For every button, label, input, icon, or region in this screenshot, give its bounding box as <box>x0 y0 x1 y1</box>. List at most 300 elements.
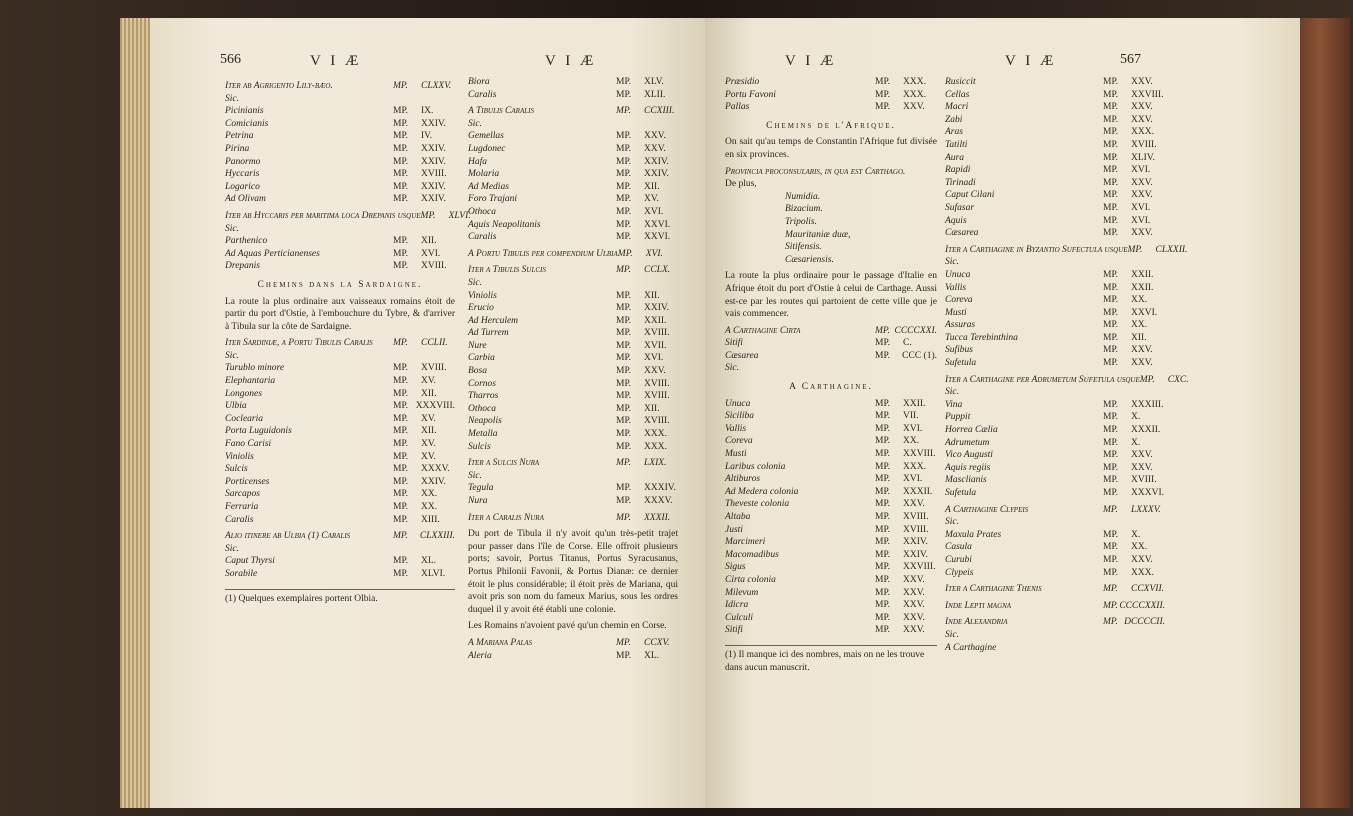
itinerary-row <box>725 511 937 524</box>
itinerary-row <box>468 403 678 416</box>
itinerary-row <box>468 495 678 508</box>
total-value: CCCCXXII. <box>1119 600 1165 611</box>
itinerary-row <box>945 282 1165 295</box>
section-title: Iter a Carthagine in Byzantio Sufectula usque <box>945 244 1128 255</box>
mp-abbrev: MP. <box>875 77 891 87</box>
distance-value: XXIV. <box>421 143 446 154</box>
place-name: Musti <box>725 449 747 460</box>
section-heading <box>225 337 455 350</box>
itinerary-row <box>945 462 1165 475</box>
distance <box>1103 541 1165 554</box>
itinerary-row <box>225 181 455 194</box>
distance-value: XII. <box>421 426 437 437</box>
place-name: Macri <box>945 102 969 113</box>
place-name: Horrea Cælia <box>945 425 998 436</box>
mp-abbrev: MP. <box>1103 488 1119 498</box>
itinerary-row <box>468 219 678 232</box>
itinerary-row <box>468 428 678 441</box>
itinerary-row <box>468 352 678 365</box>
distance-value: XXV. <box>903 587 925 598</box>
paragraph: On sait qu'au temps de Constantin l'Afrique fut divisée en six provinces. <box>725 137 937 160</box>
mp-abbrev: MP. <box>616 637 631 648</box>
distance-value: XV. <box>421 413 436 424</box>
mp-abbrev: MP. <box>1103 529 1119 540</box>
itinerary-row <box>945 424 1165 437</box>
mp-abbrev: MP. <box>1103 332 1119 343</box>
itinerary-row <box>725 536 937 549</box>
itinerary-row <box>945 529 1165 542</box>
mp-abbrev: MP. <box>1103 114 1119 125</box>
place-name: Tharros <box>468 391 499 402</box>
place-name: Sulcis <box>225 464 248 475</box>
distance-value: XVI. <box>644 206 664 217</box>
distance <box>1103 76 1165 89</box>
mp-abbrev: MP. <box>616 403 632 414</box>
distance <box>393 388 455 401</box>
mp-abbrev: MP. <box>616 206 632 217</box>
mp-abbrev: MP. <box>616 181 632 192</box>
mp-abbrev: MP. <box>1103 202 1119 213</box>
mp-abbrev: MP. <box>616 429 632 440</box>
place-name: Aquis regiis <box>945 462 991 473</box>
place-name: Rusiccit <box>945 77 976 87</box>
section-title: Iter a Caralis Nura <box>468 512 544 523</box>
distance <box>616 219 678 232</box>
itinerary-row <box>468 290 678 303</box>
distance-value: XII. <box>1131 332 1147 343</box>
distance <box>393 193 455 206</box>
distance-value: XVI. <box>1131 165 1151 176</box>
distance <box>1103 202 1165 215</box>
place-name: Vina <box>945 399 963 410</box>
distance <box>1103 101 1165 114</box>
distance-value: XVI. <box>903 423 923 434</box>
distance <box>1103 554 1165 567</box>
place-name: Caralis <box>468 232 497 243</box>
mp-abbrev: MP. <box>1103 152 1119 163</box>
total-value: DCCCCII. <box>1124 617 1165 628</box>
distance <box>393 413 455 426</box>
distance-value: XXV. <box>903 625 925 636</box>
section-title: Iter ab Hyccaris per maritima loca Drepanis usque <box>225 210 421 221</box>
itinerary-row <box>225 514 455 527</box>
distance-value: XXV. <box>903 574 925 585</box>
mp-abbrev: MP. <box>616 219 632 230</box>
distance-value: XXXII. <box>1131 425 1161 436</box>
distance-value: XXX. <box>644 441 667 452</box>
section-title: Alio itinere ab Ulbia (1) Caralis <box>225 531 351 542</box>
place-name: Panormo <box>225 156 261 167</box>
mp-abbrev: MP. <box>875 574 891 585</box>
distance <box>393 451 455 464</box>
mp-abbrev: MP. <box>1103 295 1119 306</box>
column-1 <box>225 76 471 605</box>
place-name: Porta Luguidonis <box>225 426 292 437</box>
place-name: Drepanis <box>225 261 261 272</box>
itinerary-row <box>945 629 1165 642</box>
distance <box>1103 319 1165 332</box>
place-name: Sic. <box>725 363 739 374</box>
distance-value: XXIV. <box>421 194 446 205</box>
total-value: CLXXV. <box>421 81 452 91</box>
distance <box>616 143 678 156</box>
distance <box>616 206 678 219</box>
itinerary-row <box>225 248 455 261</box>
distance-value: XVIII. <box>1131 139 1157 150</box>
itinerary-row <box>468 378 678 391</box>
place-name: Nure <box>468 340 487 351</box>
mp-abbrev: MP. <box>1103 504 1118 515</box>
section-heading <box>225 210 471 223</box>
mp-abbrev: MP. <box>1139 374 1155 385</box>
section-total <box>1127 244 1189 257</box>
mp-abbrev: MP. <box>875 612 891 623</box>
itinerary-row <box>945 474 1165 487</box>
distance-value: XXII. <box>1131 282 1154 293</box>
subsection-heading: A Carthagine. <box>789 382 873 393</box>
section-heading <box>468 264 678 277</box>
place-name: Coclearia <box>225 413 263 424</box>
itinerary-row <box>945 177 1165 190</box>
itinerary-row <box>468 302 678 315</box>
distance <box>616 470 678 483</box>
distance-value: XXII. <box>644 315 667 326</box>
itinerary-row <box>945 101 1165 114</box>
mp-abbrev: MP. <box>393 118 409 129</box>
distance <box>393 350 455 363</box>
distance-value: XXIV. <box>644 156 669 167</box>
place-name: Logarico <box>225 181 260 192</box>
distance <box>875 423 937 436</box>
distance-value: XVIII. <box>421 363 447 374</box>
distance <box>616 231 678 244</box>
itinerary-row <box>725 448 937 461</box>
section-heading <box>468 512 678 525</box>
total-value: CCCCXXI. <box>894 325 937 336</box>
place-name: Rapidi <box>945 165 971 176</box>
distance-value: XXV. <box>903 499 925 510</box>
distance-value: XXVI. <box>644 219 671 230</box>
distance-value: XXX. <box>903 461 926 472</box>
distance <box>393 260 455 273</box>
itinerary-row <box>225 350 455 363</box>
mp-abbrev: MP. <box>393 131 409 142</box>
place-name: Sorabile <box>225 568 258 579</box>
total-value: XLVI. <box>448 210 471 221</box>
place-name: Aras <box>945 127 963 138</box>
distance <box>616 365 678 378</box>
mp-abbrev: MP. <box>393 489 409 500</box>
total-value: XVI. <box>645 248 663 259</box>
itinerary-row <box>945 411 1165 424</box>
distance <box>875 587 937 600</box>
distance <box>875 76 937 89</box>
section-title: A Carthagine Clypeis <box>945 504 1029 515</box>
distance <box>616 352 678 365</box>
place-name: Othoca <box>468 403 496 414</box>
distance <box>616 118 678 131</box>
mp-abbrev: MP. <box>875 350 891 361</box>
itinerary-row <box>225 425 455 438</box>
place-name: Sic. <box>945 257 959 268</box>
place-name: Picinianis <box>225 106 264 117</box>
itinerary-row <box>725 486 937 499</box>
distance-value: XVIII. <box>903 512 929 522</box>
distance-value: XXVIII. <box>1131 89 1164 100</box>
distance-value: XXXV. <box>421 464 450 475</box>
distance-value: CCC (1). <box>902 350 937 361</box>
distance-value: XV. <box>644 194 659 205</box>
mp-abbrev: MP. <box>393 439 409 450</box>
itinerary-row <box>225 543 455 556</box>
distance <box>1103 215 1165 228</box>
distance-value: XXII. <box>903 398 926 409</box>
place-name: Sufibus <box>945 345 973 356</box>
place-name: Ad Medera colonia <box>725 486 799 497</box>
place-name: Hyccaris <box>225 169 260 180</box>
section-heading <box>945 374 1189 387</box>
distance <box>616 482 678 495</box>
mp-abbrev: MP. <box>1103 345 1119 356</box>
place-name: Longones <box>225 388 262 399</box>
mp-abbrev: MP. <box>393 181 409 192</box>
distance <box>1103 89 1165 102</box>
distance <box>616 390 678 403</box>
place-name: Sic. <box>225 350 239 361</box>
distance-value: XVIII. <box>903 524 929 535</box>
distance-value: XXIV. <box>421 181 446 192</box>
mp-abbrev: MP. <box>1103 269 1119 280</box>
itinerary-row <box>725 362 937 375</box>
itinerary-row <box>725 612 937 625</box>
itinerary-row <box>225 260 455 273</box>
distance <box>1103 386 1165 399</box>
itinerary-row <box>725 398 937 411</box>
mp-abbrev: MP. <box>393 568 409 579</box>
distance <box>875 448 937 461</box>
distance <box>616 302 678 315</box>
distance <box>1103 462 1165 475</box>
distance-value: XX. <box>421 489 438 500</box>
place-name: Sufetula <box>945 358 977 369</box>
itinerary-row <box>945 202 1165 215</box>
itinerary-row <box>945 307 1165 320</box>
chapter-heading: Chemins dans la Sardaigne. <box>257 279 423 290</box>
distance-value: X. <box>1131 529 1141 540</box>
distance-value: XXV. <box>903 102 925 113</box>
itinerary-row <box>225 168 455 181</box>
mp-abbrev: MP. <box>875 512 891 522</box>
distance <box>875 561 937 574</box>
distance-value: XXX. <box>903 89 926 100</box>
place-name: Biora <box>468 77 490 87</box>
distance-value: XXV. <box>644 143 666 154</box>
place-name: Sic. <box>225 543 239 554</box>
place-name: Unuca <box>945 269 971 280</box>
place-name: Portu Favoni <box>725 89 776 100</box>
distance <box>616 403 678 416</box>
distance <box>1103 282 1165 295</box>
mp-abbrev: MP. <box>616 77 632 87</box>
total-value: CLXXII. <box>1155 244 1188 255</box>
place-name: Siciliba <box>725 411 755 422</box>
place-name: Neapolis <box>468 416 502 427</box>
distance <box>1103 411 1165 424</box>
mp-abbrev: MP. <box>1103 307 1119 318</box>
distance <box>393 130 455 143</box>
distance <box>1103 139 1165 152</box>
place-name: Tucca Terebinthina <box>945 332 1018 343</box>
section-total <box>875 325 937 338</box>
distance <box>393 555 455 568</box>
distance-value: XXIV. <box>644 303 669 314</box>
place-name: Comicianis <box>225 118 269 129</box>
distance <box>393 400 455 413</box>
distance-value: XVIII. <box>421 169 447 180</box>
distance <box>616 130 678 143</box>
place-name: Cæsarea <box>725 350 759 361</box>
right-running-title-2: V I Æ <box>1005 53 1057 69</box>
distance <box>875 624 937 637</box>
itinerary-row <box>468 390 678 403</box>
mp-abbrev: MP. <box>393 556 409 567</box>
section-title: A Carthagine Cirta <box>725 325 801 336</box>
itinerary-row <box>945 256 1165 269</box>
place-name: Aura <box>945 152 964 163</box>
place-name: Carbia <box>468 353 495 364</box>
mp-abbrev: MP. <box>617 248 633 259</box>
itinerary-row <box>945 516 1165 529</box>
itinerary-row <box>225 235 455 248</box>
itinerary-row <box>945 541 1165 554</box>
distance <box>616 156 678 169</box>
mp-abbrev: MP. <box>616 458 631 469</box>
distance-value: XII. <box>644 403 660 414</box>
distance-value: XXXV. <box>644 496 673 506</box>
right-page <box>705 18 1300 808</box>
mp-abbrev: MP. <box>616 512 631 523</box>
distance-value: XXV. <box>1131 345 1153 356</box>
mp-abbrev: MP. <box>616 303 632 314</box>
distance <box>616 495 678 508</box>
place-name: Ferraria <box>225 502 259 512</box>
place-name: Sic. <box>468 470 482 481</box>
distance-value: XV. <box>421 376 436 387</box>
distance <box>393 514 455 527</box>
section-title: Iter a Sulcis Nura <box>468 458 540 469</box>
mp-abbrev: MP. <box>616 89 632 100</box>
distance <box>616 378 678 391</box>
place-name: Aleria <box>468 650 492 661</box>
place-name: Coreva <box>945 295 973 306</box>
place-name: Hafa <box>468 156 487 167</box>
mp-abbrev: MP. <box>616 169 632 180</box>
itinerary-row <box>945 189 1165 202</box>
distance-value: XXV. <box>1131 450 1153 461</box>
mp-abbrev: MP. <box>875 325 890 336</box>
province-name: Mauritaniæ duæ, <box>785 229 851 240</box>
itinerary-row <box>725 549 937 562</box>
mp-abbrev: MP. <box>393 388 409 399</box>
mp-abbrev: MP. <box>393 81 408 91</box>
distance <box>1103 177 1165 190</box>
mp-abbrev: MP. <box>616 340 632 351</box>
itinerary-row <box>225 488 455 501</box>
place-name: Gemellas <box>468 131 504 142</box>
total-value: LXIX. <box>644 458 667 469</box>
distance <box>875 574 937 587</box>
itinerary-row <box>468 441 678 454</box>
mp-abbrev: MP. <box>1103 190 1119 201</box>
distance <box>875 524 937 537</box>
itinerary-row <box>945 449 1165 462</box>
mp-abbrev: MP. <box>875 102 891 113</box>
place-name: Tirinadi <box>945 177 976 188</box>
distance-value: XXV. <box>1131 190 1153 201</box>
left-page-number: 566 <box>220 52 241 67</box>
itinerary-row <box>468 89 678 102</box>
distance-value: VII. <box>903 411 919 422</box>
section-heading <box>945 600 1165 613</box>
distance <box>875 350 937 363</box>
section-heading <box>945 244 1188 257</box>
place-name: Nura <box>468 496 488 506</box>
distance <box>875 473 937 486</box>
place-name: Fano Carisi <box>225 439 272 450</box>
place-name: Marcimeri <box>725 537 766 548</box>
distance-value: XXIV. <box>421 118 446 129</box>
place-name: Coreva <box>725 436 753 447</box>
section-title: A Mariana Palas <box>468 637 533 648</box>
section-heading <box>725 325 937 338</box>
distance-value: XXXVI. <box>1131 488 1164 498</box>
distance-value: X. <box>1131 437 1141 448</box>
total-value: CCLII. <box>421 338 448 349</box>
distance <box>1103 529 1165 542</box>
mp-abbrev: MP. <box>875 587 891 598</box>
itinerary-row <box>225 156 455 169</box>
mp-abbrev: MP. <box>616 131 632 142</box>
itinerary-row <box>225 93 455 106</box>
distance-value: XLVI. <box>421 568 446 579</box>
distance-value: XVI. <box>644 353 664 364</box>
distance <box>1103 332 1165 345</box>
place-name: Porticenses <box>225 476 270 487</box>
distance <box>875 599 937 612</box>
column-3 <box>725 76 937 674</box>
province-name: Sitifensis. <box>785 242 822 253</box>
place-name: Clypeis <box>945 567 974 578</box>
distance-value: IX. <box>421 106 434 117</box>
distance <box>393 248 455 261</box>
mp-abbrev: MP. <box>616 194 632 205</box>
distance-value: XLV. <box>644 77 664 87</box>
distance-value: XII. <box>421 388 437 399</box>
place-name: Adrumetum <box>945 437 990 448</box>
place-name: Molaria <box>468 169 500 180</box>
itinerary-row <box>945 76 1165 89</box>
place-name: Altaba <box>725 512 751 522</box>
distance <box>875 511 937 524</box>
place-name: Cirta colonia <box>725 574 776 585</box>
section-total <box>616 105 678 118</box>
place-name: Parthenico <box>225 236 268 247</box>
itinerary-row <box>225 400 455 413</box>
total-value: LXXXV. <box>1131 504 1161 515</box>
place-name: Præsidio <box>725 77 760 87</box>
distance-value: XV. <box>421 439 436 450</box>
province-name: Bizacium. <box>785 204 823 215</box>
